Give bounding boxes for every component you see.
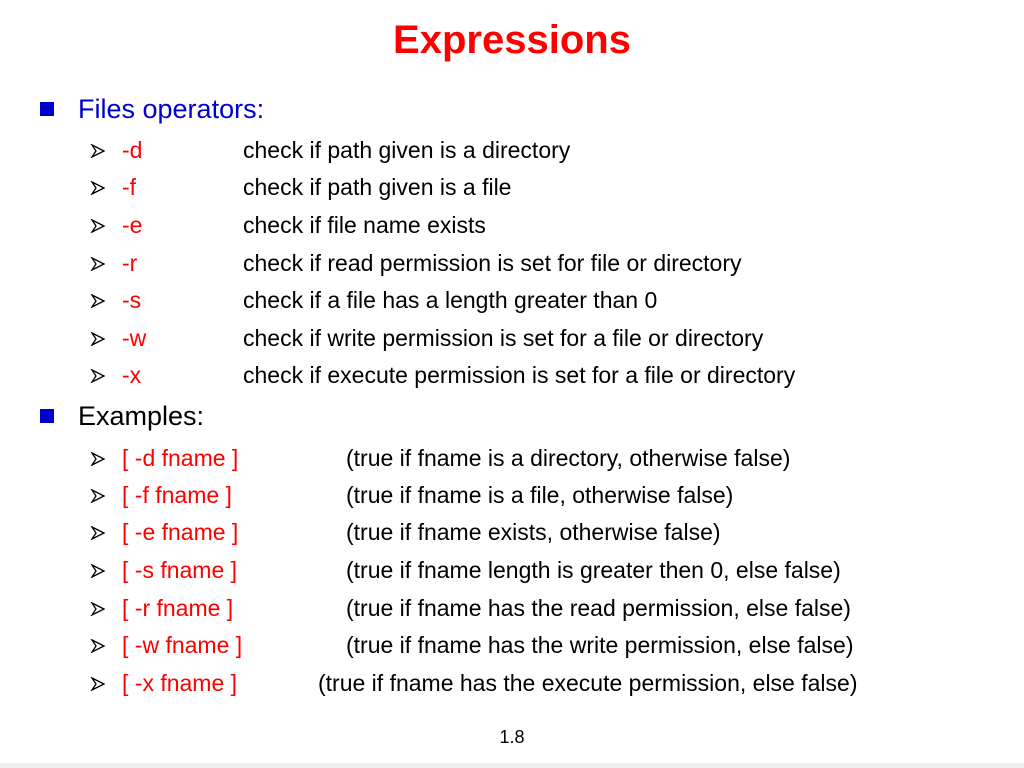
example-description: (true if fname is a file, otherwise false) bbox=[346, 482, 734, 508]
section-label: Files operators: bbox=[78, 94, 265, 124]
example-expression: [ -r fname ] bbox=[122, 595, 234, 621]
operator-flag: -w bbox=[122, 325, 147, 351]
example-expression: [ -s fname ] bbox=[122, 557, 238, 583]
arrow-bullet-icon bbox=[90, 602, 106, 616]
operator-description: check if execute permission is set for a file or directory bbox=[243, 362, 796, 388]
bottom-divider bbox=[0, 763, 1024, 768]
arrow-bullet-icon bbox=[90, 489, 106, 503]
arrow-bullet-icon bbox=[90, 369, 106, 383]
example-description: (true if fname exists, otherwise false) bbox=[346, 519, 721, 545]
operator-flag: -f bbox=[122, 174, 137, 200]
example-expression: [ -x fname ] bbox=[122, 670, 238, 696]
example-expression: [ -d fname ] bbox=[122, 445, 239, 471]
operator-description: check if a file has a length greater than 0 bbox=[243, 287, 658, 313]
arrow-bullet-icon bbox=[90, 677, 106, 691]
example-description: (true if fname length is greater then 0, else false) bbox=[346, 557, 841, 583]
example-description: (true if fname has the write permission, else false) bbox=[346, 632, 854, 658]
square-bullet-icon bbox=[40, 409, 54, 423]
operator-flag: -r bbox=[122, 250, 138, 276]
arrow-bullet-icon bbox=[90, 564, 106, 578]
example-expression: [ -w fname ] bbox=[122, 632, 243, 658]
section-files-operators bbox=[40, 92, 264, 126]
operator-flag: -x bbox=[122, 362, 142, 388]
example-expression: [ -f fname ] bbox=[122, 482, 232, 508]
operator-description: check if write permission is set for a file or directory bbox=[243, 325, 764, 351]
operator-description: check if file name exists bbox=[243, 212, 486, 238]
arrow-bullet-icon bbox=[90, 219, 106, 233]
arrow-bullet-icon bbox=[90, 257, 106, 271]
operator-flag: -d bbox=[122, 137, 143, 163]
example-description: (true if fname has the execute permission, else false) bbox=[318, 670, 858, 696]
square-bullet-icon bbox=[40, 102, 54, 116]
arrow-bullet-icon bbox=[90, 452, 106, 466]
arrow-bullet-icon bbox=[90, 639, 106, 653]
operator-description: check if path given is a directory bbox=[243, 137, 571, 163]
example-description: (true if fname is a directory, otherwise false) bbox=[346, 445, 791, 471]
slide-title: Expressions bbox=[393, 18, 631, 62]
arrow-bullet-icon bbox=[90, 526, 106, 540]
example-expression: [ -e fname ] bbox=[122, 519, 239, 545]
arrow-bullet-icon bbox=[90, 294, 106, 308]
operator-flag: -e bbox=[122, 212, 143, 238]
section-label: Examples: bbox=[78, 401, 205, 431]
page-number: 1.8 bbox=[499, 727, 525, 747]
arrow-bullet-icon bbox=[90, 144, 106, 158]
arrow-bullet-icon bbox=[90, 332, 106, 346]
operator-description: check if read permission is set for file or directory bbox=[243, 250, 742, 276]
arrow-bullet-icon bbox=[90, 181, 106, 195]
example-description: (true if fname has the read permission, else false) bbox=[346, 595, 851, 621]
operator-flag: -s bbox=[122, 287, 142, 313]
operator-description: check if path given is a file bbox=[243, 174, 512, 200]
section-examples bbox=[40, 399, 204, 433]
